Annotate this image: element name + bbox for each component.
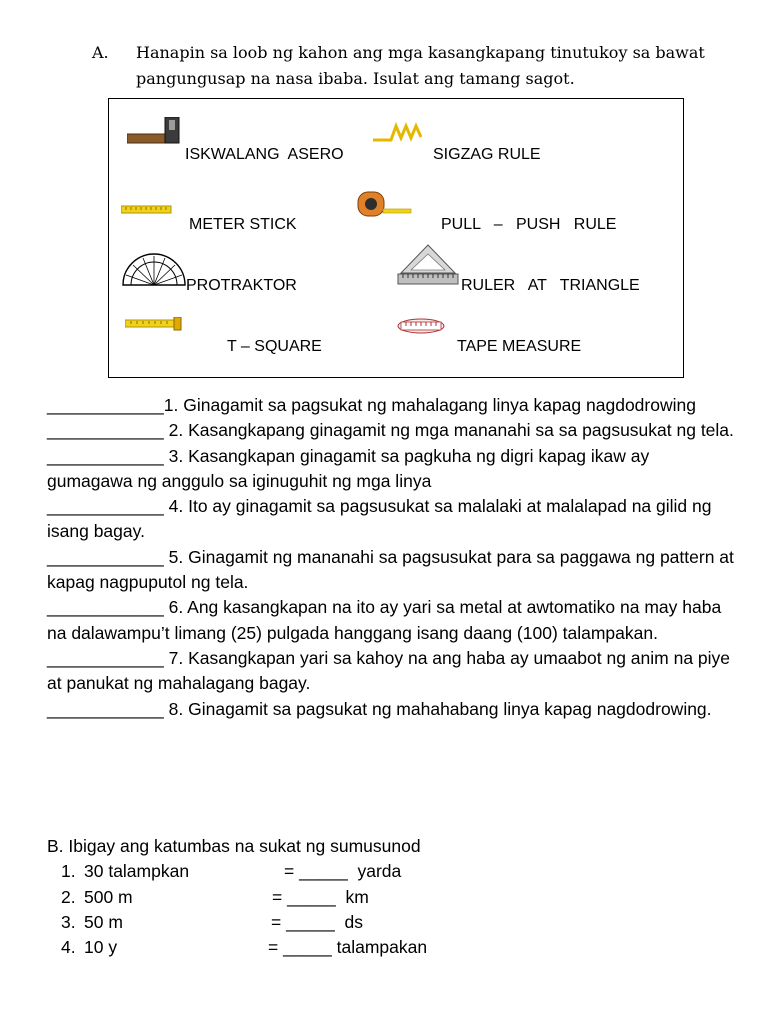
part-a-letter: A. <box>92 43 109 62</box>
meter-stick-icon <box>121 205 173 215</box>
question-item: ____________ 2. Kasangkapang ginagamit ng mga mananahi sa sa pagsusukat ng tela. <box>47 420 734 441</box>
conversion-given: 50 m <box>84 911 123 932</box>
tool-label: T – SQUARE <box>227 338 322 355</box>
conversion-equals: = _____ yarda <box>284 861 402 882</box>
part-a-instruction-text: Hanapin sa loob ng kahon ang mga kasangkapang tinutukoy sa bawat pangungusap na nasa ibaba. Isulat ang tamang sagot. <box>136 43 705 88</box>
conversion-number: 1. <box>61 861 76 882</box>
conversion-given: 500 m <box>84 886 133 907</box>
conversion-number: 2. <box>61 886 76 907</box>
tool-label: TAPE MEASURE <box>457 338 582 355</box>
conversion-number: 4. <box>61 937 76 958</box>
part-b-section <box>47 834 647 960</box>
conversion-given: 30 talampkan <box>84 861 190 882</box>
t-square-icon <box>125 317 183 331</box>
conversion-equals: = _____ ds <box>271 911 363 932</box>
part-b-heading: B. Ibigay ang katumbas na sukat ng sumusunod <box>47 836 421 856</box>
tool-label: PROTRAKTOR <box>186 277 297 294</box>
conversion-item <box>47 885 647 910</box>
cloth-tape-icon <box>397 317 447 335</box>
question-item: ____________ 4. Ito ay ginagamit sa pagsusukat sa malalaki at malalapad na gilid ng isang bagay. <box>47 496 712 542</box>
conversion-item <box>47 935 647 960</box>
tool-label: SIGZAG RULE <box>433 146 541 163</box>
tool-label: RULER AT TRIANGLE <box>461 277 640 294</box>
question-item: ____________ 3. Kasangkapan ginagamit sa pagkuha ng digri kapag ikaw ay gumagawa ng anggulo sa iginuguhit ng mga linya <box>47 445 650 491</box>
question-item: ____________ 5. Ginagamit ng mananahi sa pagsusukat para sa paggawa ng pattern at kapag nagpuputol ng tela. <box>47 546 734 593</box>
tape-measure-reel-icon <box>357 191 413 217</box>
tools-box <box>108 98 684 378</box>
conversion-equals: = _____ km <box>272 886 369 907</box>
conversion-number: 3. <box>61 911 76 932</box>
conversion-item <box>47 910 647 935</box>
carpenter-square-icon <box>127 117 181 147</box>
tool-label: ISKWALANG ASERO <box>185 146 344 163</box>
question-item: ____________ 6. Ang kasangkapan na ito ay yari sa metal at awtomatiko na may haba na dalawampu’t limang (25) pulgada hanggang isang daang (100) talampakan. <box>47 597 722 643</box>
protractor-icon <box>121 253 187 287</box>
questions-list <box>47 393 737 722</box>
tool-label: PULL – PUSH RULE <box>441 216 617 233</box>
ruler-triangle-icon <box>397 243 459 287</box>
question-item: ____________1. Ginagamit sa pagsukat ng mahalagang linya kapag nagdodrowing <box>47 395 696 415</box>
conversion-given: 10 y <box>84 937 118 958</box>
conversion-equals: = _____ talampakan <box>268 937 428 958</box>
question-item: ____________ 7. Kasangkapan yari sa kahoy na ang haba ay umaabot ng anim na piye at panukat ng mahalagang bagay. <box>47 647 731 694</box>
zigzag-rule-icon <box>373 121 429 143</box>
question-item: ____________ 8. Ginagamit sa pagsukat ng mahahabang linya kapag nagdodrowing. <box>47 698 712 719</box>
tool-label: METER STICK <box>189 216 297 233</box>
conversion-item <box>47 859 647 884</box>
